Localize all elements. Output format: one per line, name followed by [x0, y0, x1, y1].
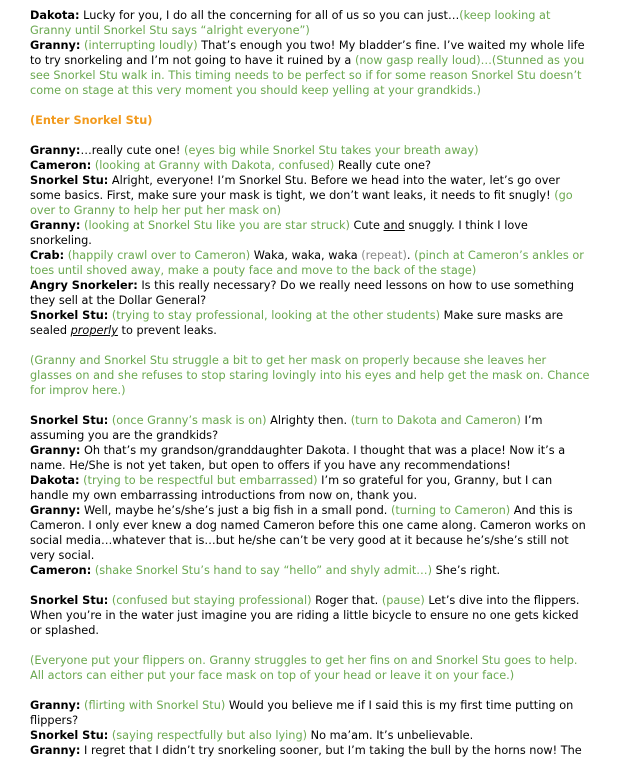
script-line — [30, 353, 590, 398]
script-line — [30, 413, 590, 443]
speaker-name: Angry Snorkeler: — [30, 279, 138, 292]
speaker-name: Granny: — [30, 744, 81, 757]
script-line — [30, 8, 590, 38]
speaker-name: Granny: — [30, 504, 81, 517]
speaker-name: Granny: — [30, 39, 81, 52]
speaker-name: Granny: — [30, 699, 81, 712]
script-line — [30, 593, 590, 638]
script-line — [30, 698, 590, 728]
entrance-cue: (Enter Snorkel Stu) — [30, 114, 153, 127]
script-line — [30, 218, 590, 248]
stage-direction: (now gasp really loud)…(Stunned as you see Snorkel Stu walk in. This timing needs to be perfect so if for some reason Snorkel Stu doesn’t come on stage at this very moment you should keep yelling at your grandkids.) — [30, 54, 585, 97]
script-line — [30, 143, 590, 158]
dialogue-text: Would you believe me if I said this is my first time putting on flippers? — [30, 699, 574, 727]
dialogue-text: That’s enough you two! My bladder’s fine. I’ve waited my whole life to try snorkeling and I’m not going to have it ruined by a — [30, 39, 585, 67]
speaker-name: Snorkel Stu: — [30, 414, 109, 427]
script-line — [30, 743, 590, 758]
dialogue-text: I’m assuming you are the grandkids? — [30, 414, 543, 442]
stage-direction: (go over to Granny to help her put her mask on) — [30, 189, 573, 217]
dialogue-text: . — [406, 249, 415, 262]
stage-direction: (pause) — [381, 594, 425, 607]
stage-direction: (Granny and Snorkel Stu struggle a bit to get her mask on properly because she leaves her glasses on and she refuses to stop staring lovingly into his eyes and help get the mask on. Chance for improv here.) — [30, 354, 590, 397]
speaker-name: Cameron: — [30, 159, 92, 172]
speaker-name: Dakota: — [30, 9, 80, 22]
dialogue-text: Make sure masks are sealed — [30, 309, 564, 337]
stage-direction: (Everyone put your flippers on. Granny struggles to get her fins on and Snorkel Stu goes to help. All actors can either put your face mask on top of your head or leave it on your face.) — [30, 654, 578, 682]
stage-direction: (shake Snorkel Stu’s hand to say “hello” and shyly admit…) — [94, 564, 433, 577]
dialogue-text: Roger that. — [311, 594, 382, 607]
script-document — [30, 8, 590, 758]
speaker-name: Crab: — [30, 249, 65, 262]
dialogue-text: Is this really necessary? Do we really need lessons on how to use something they sell at the Dollar General? — [30, 279, 574, 307]
script-line — [30, 563, 590, 578]
stage-direction: (looking at Granny with Dakota, confused) — [94, 159, 335, 172]
script-line — [30, 503, 590, 563]
emphasis-text: and — [383, 219, 405, 232]
speaker-name: Granny: — [30, 444, 81, 457]
dialogue-text: Cute — [349, 219, 384, 232]
script-line — [30, 38, 590, 98]
stage-direction: (interrupting loudly) — [84, 39, 198, 52]
stage-direction: (happily crawl over to Cameron) — [67, 249, 251, 262]
dialogue-text: Oh that’s my grandson/granddaughter Dakota. I thought that was a place! Now it’s a name. He/She is not yet taken, but open to offers if you have any recommendations! — [30, 444, 566, 472]
dialogue-text: And this is Cameron. I only ever knew a dog named Cameron before this one came along. Cameron works on social media…whatever that is…but he/she can’t be very good at it because he’s/she’s still not very social. — [30, 504, 586, 562]
script-line — [30, 113, 590, 128]
dialogue-text: Alright, everyone! I’m Snorkel Stu. Before we head into the water, let’s go over some basics. First, make sure your mask is tight, we don’t want leaks, it needs to fit snugly! — [30, 174, 560, 202]
script-line — [30, 728, 590, 743]
stage-direction: (pinch at Cameron’s ankles or toes until shoved away, make a pouty face and move to the back of the stage) — [30, 249, 584, 277]
stage-direction: (turning to Cameron) — [390, 504, 511, 517]
dialogue-text: snuggly. I think I love snorkeling. — [30, 219, 528, 247]
script-line — [30, 248, 590, 278]
stage-direction: (turn to Dakota and Cameron) — [350, 414, 521, 427]
script-line — [30, 173, 590, 218]
dialogue-text: Really cute one? — [334, 159, 431, 172]
speaker-name: Cameron: — [30, 564, 92, 577]
aside-note: (repeat) — [361, 249, 407, 262]
dialogue-text: Let’s dive into the flippers. When you’re in the water just imagine you are riding a little bicycle to ensure no one gets kicked or splashed. — [30, 594, 580, 637]
dialogue-text: to prevent leaks. — [117, 324, 217, 337]
emphasis-text: properly — [70, 324, 118, 337]
speaker-name: Snorkel Stu: — [30, 594, 109, 607]
dialogue-text: She’s right. — [432, 564, 501, 577]
speaker-name: Snorkel Stu: — [30, 729, 109, 742]
stage-direction: (eyes big while Snorkel Stu takes your breath away) — [184, 144, 479, 157]
dialogue-text: Lucky for you, I do all the concerning for all of us so you can just… — [79, 9, 460, 22]
stage-direction: (trying to stay professional, looking at the other students) — [111, 309, 440, 322]
speaker-name: Granny: — [30, 144, 81, 157]
dialogue-text: Well, maybe he’s/she’s just a big fish in a small pond. — [80, 504, 391, 517]
script-line — [30, 158, 590, 173]
speaker-name: Granny: — [30, 219, 81, 232]
dialogue-text: I’m so grateful for you, Granny, but I can handle my own embarrassing introductions from now on, thank you. — [30, 474, 553, 502]
stage-direction: (saying respectfully but also lying) — [111, 729, 308, 742]
script-line — [30, 278, 590, 308]
stage-direction: (once Granny’s mask is on) — [111, 414, 267, 427]
dialogue-text: No ma’am. It’s unbelievable. — [307, 729, 474, 742]
dialogue-text: Waka, waka, waka — [250, 249, 362, 262]
speaker-name: Snorkel Stu: — [30, 309, 109, 322]
stage-direction: (confused but staying professional) — [111, 594, 312, 607]
dialogue-text: Alrighty then. — [266, 414, 351, 427]
speaker-name: Dakota: — [30, 474, 80, 487]
stage-direction: (looking at Snorkel Stu like you are star struck) — [84, 219, 350, 232]
stage-direction: (keep looking at Granny until Snorkel Stu says “alright everyone”) — [30, 9, 551, 37]
script-line — [30, 308, 590, 338]
dialogue-text: …really cute one! — [80, 144, 185, 157]
dialogue-text: I regret that I didn’t try snorkeling sooner, but I’m taking the bull by the horns now! The — [80, 744, 582, 757]
script-line — [30, 473, 590, 503]
stage-direction: (trying to be respectful but embarrassed) — [83, 474, 318, 487]
speaker-name: Snorkel Stu: — [30, 174, 109, 187]
script-line — [30, 443, 590, 473]
script-line — [30, 653, 590, 683]
stage-direction: (flirting with Snorkel Stu) — [84, 699, 226, 712]
